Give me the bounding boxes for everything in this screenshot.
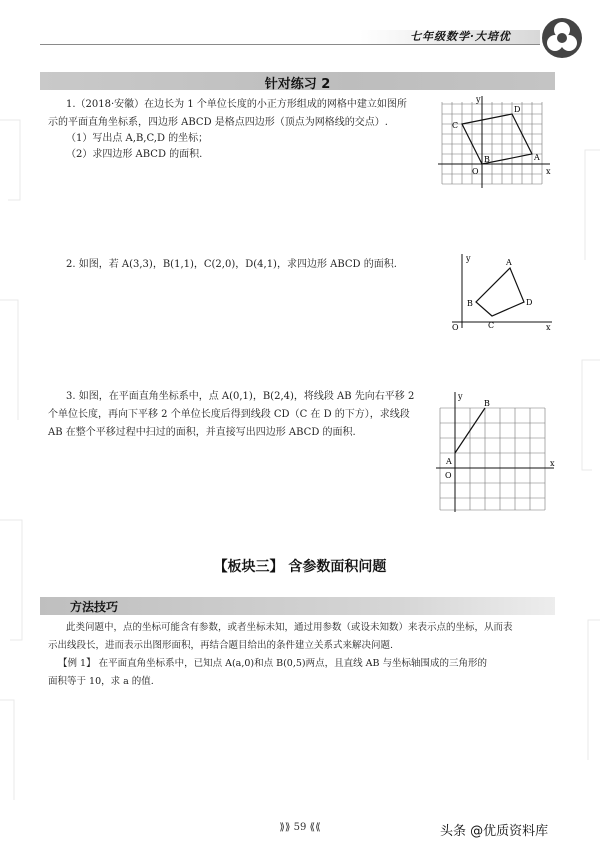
fig3-point-a: A	[446, 457, 452, 466]
q1-line2: 示的平面直角坐标系，四边形 ABCD 是格点四边形（顶点为网格线的交点）.	[48, 117, 388, 128]
q1-line4: （2）求四边形 ABCD 的面积.	[66, 149, 203, 160]
example-1-line2: 面积等于 10，求 a 的值.	[48, 676, 154, 687]
page-number-value: 59	[293, 822, 307, 833]
q3-line2: 个单位长度，再向下平移 2 个单位长度后得到线段 CD（C 在 D 的下方），求线段	[48, 409, 410, 420]
quad-abcd-2	[476, 268, 524, 316]
fig3-origin-label: O	[445, 471, 452, 480]
fig1-x-label: x	[546, 167, 551, 176]
quad-abcd-1	[462, 114, 532, 164]
q1-line1: 1.（2018·安徽）在边长为 1 个单位长度的小正方形组成的网格中建立如图所	[66, 99, 407, 110]
fig1-point-a: A	[534, 153, 540, 162]
fig2-x-label: x	[546, 323, 551, 332]
fig2-point-a: A	[506, 258, 512, 267]
q3-line1: 3. 如图，在平面直角坐标系中，点 A(0,1)，B(2,4)，将线段 AB 先向右平移 2	[66, 391, 415, 402]
practice-band	[40, 72, 555, 90]
fig3-point-b: B	[484, 399, 490, 408]
q1-line3: （1）写出点 A,B,C,D 的坐标；	[66, 133, 209, 144]
fig3-x-label: x	[550, 459, 555, 468]
method-band	[40, 597, 555, 615]
method-line1: 此类问题中，点的坐标可能含有参数，或者坐标未知，通过用参数（或设未知数）来表示点的坐标，从而表	[66, 622, 513, 633]
fig2-point-c: C	[488, 321, 495, 330]
header-logo-icon	[540, 16, 584, 60]
figure-1-grid	[434, 96, 554, 192]
q3-line3: AB 在整个平移过程中扫过的面积，并直接写出四边形 ABCD 的面积.	[48, 427, 356, 438]
example-1-line1: 【例 1】 在平面直角坐标系中，已知点 A(a,0)和点 B(0,5)两点，且直线 AB 与坐标轴围成的三角形的	[58, 658, 488, 669]
fig1-y-label: y	[476, 96, 481, 104]
fig2-point-b: B	[467, 299, 473, 308]
fig1-point-d: D	[514, 105, 521, 114]
header-title: 七年级数学·大培优	[410, 30, 511, 43]
page-number-left-deco: ⟫⟫	[279, 822, 294, 833]
q2-line1: 2. 如图，若 A(3,3)，B(1,1)，C(2,0)，D(4,1)，求四边形 ABCD 的面积.	[66, 259, 397, 270]
fig2-point-d: D	[526, 298, 533, 307]
page-number-right-deco: ⟪⟪	[306, 822, 321, 833]
section-title: 【板块三】 含参数面积问题	[213, 559, 387, 575]
fig2-y-label: y	[466, 254, 471, 263]
figure-3-grid	[434, 390, 558, 514]
fig3-y-label: y	[458, 392, 463, 401]
method-title: 方法技巧	[70, 600, 119, 614]
fig1-point-b: B	[484, 155, 490, 164]
method-line2: 示出线段长，进而表示出图形面积，再结合题目给出的条件建立关系式来解决问题.	[48, 640, 394, 651]
fig2-origin-label: O	[452, 323, 459, 332]
fig1-origin-label: O	[472, 167, 479, 176]
header-rule	[40, 44, 540, 45]
watermark: 头条 @优质资料库	[440, 824, 549, 839]
figure-2-axes	[448, 252, 558, 334]
fig1-point-c: C	[452, 121, 459, 130]
practice-title: 针对练习 2	[264, 77, 331, 92]
